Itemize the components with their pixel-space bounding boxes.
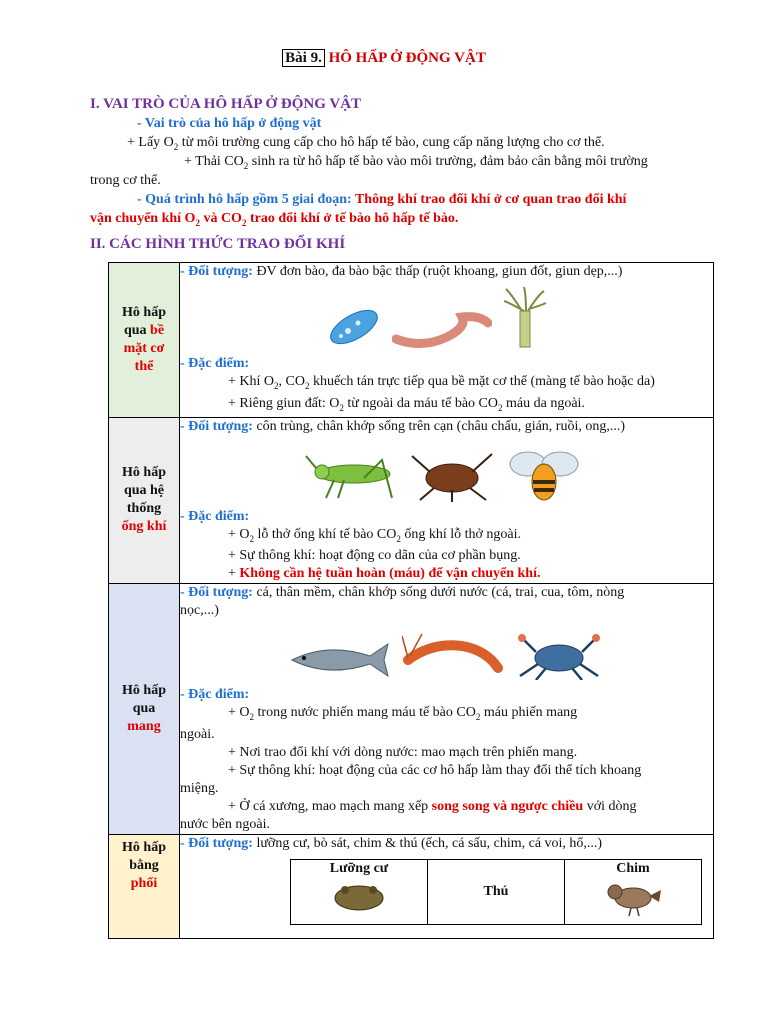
organism-images: [326, 285, 713, 349]
role-subheading: - Vai trò của hô hấp ở động vật: [137, 116, 322, 131]
page-title: [0, 50, 768, 67]
stages-line-cont: vận chuyển khí $O_2$ và $CO_2$ trao đổi khí ở tế bào hô hấp tế bào.: [90, 211, 459, 228]
row-content-tracheal: - Đối tượng: côn trùng, chân khớp sống trên cạn (châu chấu, gián, ruồi, ong,...) - Đặc điểm: + $O_2$ lỗ thở ống khí tế bào $CO_2$ ống khí lỗ thở ngoài. + Sự thông khí: hoạt động co dãn của cơ phần bụng. + Không cần hệ tuần hoàn (máu) để vận chuyển khí.: [180, 417, 714, 584]
row-content-gills: - Đối tượng: cá, thân mềm, chân khớp sống dưới nước (cá, trai, cua, tôm, nòng nọc,...) - Đặc điểm: + $O_2$ trong nước phiến mang máu tế bào $CO_2$ máu phiến mang ngoài. + Nơi trao đổi khí với dòng nước: mao mạch trên phiến mang. + Sự thông khí: hoạt động của các cơ hô hấp làm thay đổi thể tích khoang miệng. + Ở cá xương, mao mạch mang xếp song song và ngược chiều với dòng nước bên ngoài.: [180, 584, 714, 835]
gas-exchange-table: [108, 262, 714, 939]
role-line-2-cont: trong cơ thể.: [90, 173, 161, 188]
amphibian-cell: Lưỡng cư: [291, 860, 428, 925]
organism-images: [288, 624, 713, 680]
table-row: [109, 263, 714, 418]
row-label-gills: Hô hấp qua mang: [109, 584, 180, 835]
mammal-cell: Thú: [428, 860, 565, 925]
role-line-2: + Thải $CO_2$ sinh ra từ hô hấp tế bào vào môi trường, đảm bảo cân bằng môi trường: [184, 154, 648, 171]
toad-icon: [329, 878, 389, 912]
role-line-1: + Lấy $O_2$ từ môi trường cung cấp cho hô hấp tế bào, cung cấp năng lượng cho cơ thể.: [127, 135, 605, 152]
lesson-number: Bài 9.: [282, 49, 325, 67]
sparrow-icon: [603, 878, 663, 918]
earthworm-icon: [392, 309, 492, 349]
grasshopper-icon: [304, 452, 400, 502]
section-1-heading: I. VAI TRÒ CỦA HÔ HẤP Ở ĐỘNG VẬT: [90, 96, 362, 112]
stages-line: - Quá trình hô hấp gồm 5 giai đoạn: Thông khí trao đổi khí ở cơ quan trao đổi khí: [137, 192, 627, 207]
lung-examples-table: [290, 859, 702, 925]
table-row: [109, 417, 714, 584]
paramecium-icon: [326, 303, 382, 349]
row-content-body-surface: - Đối tượng: ĐV đơn bào, đa bào bậc thấp (ruột khoang, giun đốt, giun dẹp,...) - Đặc điểm: + Khí $O_2$, $CO_2$ khuếch tán trực tiếp qua bề mặt cơ thể (màng tế bào hoặc da) + Riêng giun đất: $O_2$ từ ngoài da máu tế bào $CO_2$ máu da ngoài.: [180, 263, 714, 418]
table-row: [109, 835, 714, 939]
bird-cell: Chim: [565, 860, 702, 925]
lesson-title: HÔ HẤP Ở ĐỘNG VẬT: [328, 50, 486, 66]
row-content-lungs: - Đối tượng: lưỡng cư, bò sát, chim & thú (ếch, cá sấu, chim, cá voi, hổ,...) Lưỡng cư Thú Chim: [180, 835, 714, 939]
cockroach-icon: [410, 450, 494, 502]
bee-icon: [504, 446, 584, 502]
row-label-lungs: Hô hấp bằng phổi: [109, 835, 180, 939]
crab-icon: [516, 632, 602, 680]
organism-images: [304, 440, 713, 502]
row-label-tracheal: Hô hấp qua hệ thống ống khí: [109, 417, 180, 584]
fish-icon: [288, 640, 392, 680]
shrimp-icon: [402, 632, 506, 680]
section-2-heading: II. CÁC HÌNH THỨC TRAO ĐỔI KHÍ: [90, 236, 346, 252]
row-label-body-surface: Hô hấp qua bề mặt cơ thể: [109, 263, 180, 418]
table-row: [109, 584, 714, 835]
hydra-icon: [502, 285, 548, 349]
